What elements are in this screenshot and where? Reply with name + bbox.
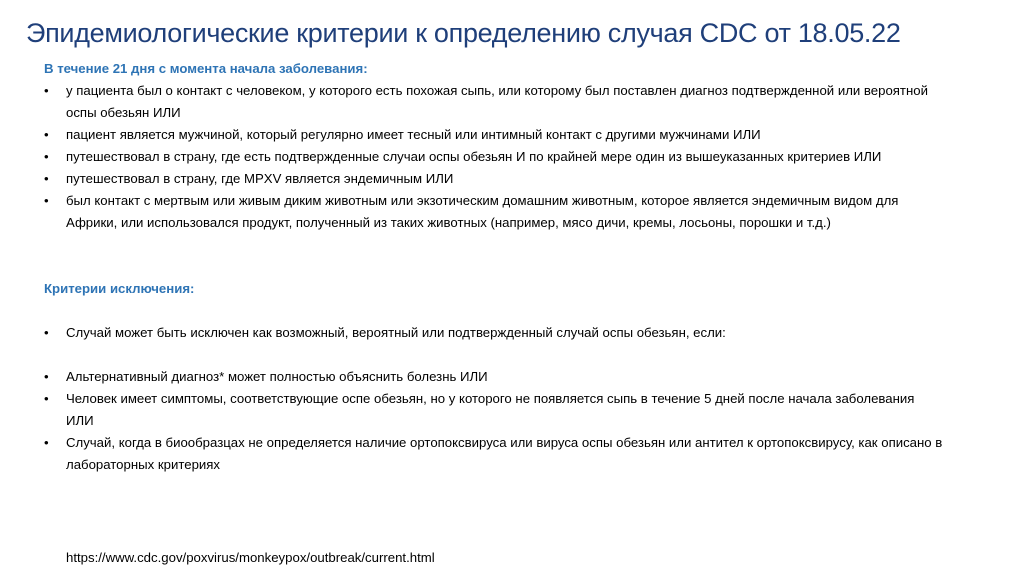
list-item [44,168,944,190]
list-item [44,80,944,124]
list-item [44,190,944,234]
list-item [44,388,944,432]
list-item-text: пациент является мужчиной, который регулярно имеет тесный или интимный контакт с другими мужчинами ИЛИ [66,127,761,142]
bullet-icon: • [44,171,49,186]
list-item-text: у пациента был о контакт с человеком, у которого есть похожая сыпь, или которому был поставлен диагноз подтвержденной или вероятной оспы обезьян ИЛИ [66,83,928,120]
criteria-list [44,80,944,234]
list-item [44,366,944,388]
list-item [44,322,944,344]
list-item-text: путешествовал в страну, где есть подтвержденные случаи оспы обезьян И по крайней мере один из вышеуказанных критериев ИЛИ [66,149,882,164]
list-item [44,146,944,168]
spacer [44,344,944,366]
spacer [44,234,944,278]
source-url: https://www.cdc.gov/poxvirus/monkeypox/outbreak/current.html [66,550,435,565]
exclusion-list [44,366,944,476]
list-item-text: Случай, когда в биообразцах не определяется наличие ортопоксвируса или вируса оспы обезьян или антител к ортопоксвирусу, как описано в лабораторных критериях [66,435,943,472]
list-item-text: путешествовал в страну, где MPXV является эндемичным ИЛИ [66,171,454,186]
bullet-icon: • [44,325,49,340]
list-item-text: был контакт с мертвым или живым диким животным или экзотическим домашним животным, которое является эндемичным видом для Африки, или использовался продукт, полученный из таких животных (например, мясо дичи, кремы, лосьоны, порошки и т.д.) [66,193,899,230]
bullet-icon: • [44,193,49,208]
exclusion-lead-list [44,322,944,344]
spacer [44,300,944,322]
list-item-text: Альтернативный диагноз* может полностью объяснить болезнь ИЛИ [66,369,488,384]
list-item-text: Человек имеет симптомы, соответствующие оспе обезьян, но у которого не появляется сыпь в течение 5 дней после начала заболевания ИЛИ [66,391,915,428]
list-item [44,124,944,146]
bullet-icon: • [44,435,49,450]
list-item [44,432,944,476]
bullet-icon: • [44,391,49,406]
list-item-text: Случай может быть исключен как возможный, вероятный или подтвержденный случай оспы обезьян, если: [66,325,726,340]
slide-title: Эпидемиологические критерии к определению случая CDC от 18.05.22 [26,18,901,48]
bullet-icon: • [44,127,49,142]
bullet-icon: • [44,83,49,98]
bullet-icon: • [44,369,49,384]
content-body [44,58,944,476]
section-heading-exclusion: Критерии исключения: [44,281,195,296]
bullet-icon: • [44,149,49,164]
section-heading-timeframe: В течение 21 дня с момента начала заболевания: [44,61,368,76]
